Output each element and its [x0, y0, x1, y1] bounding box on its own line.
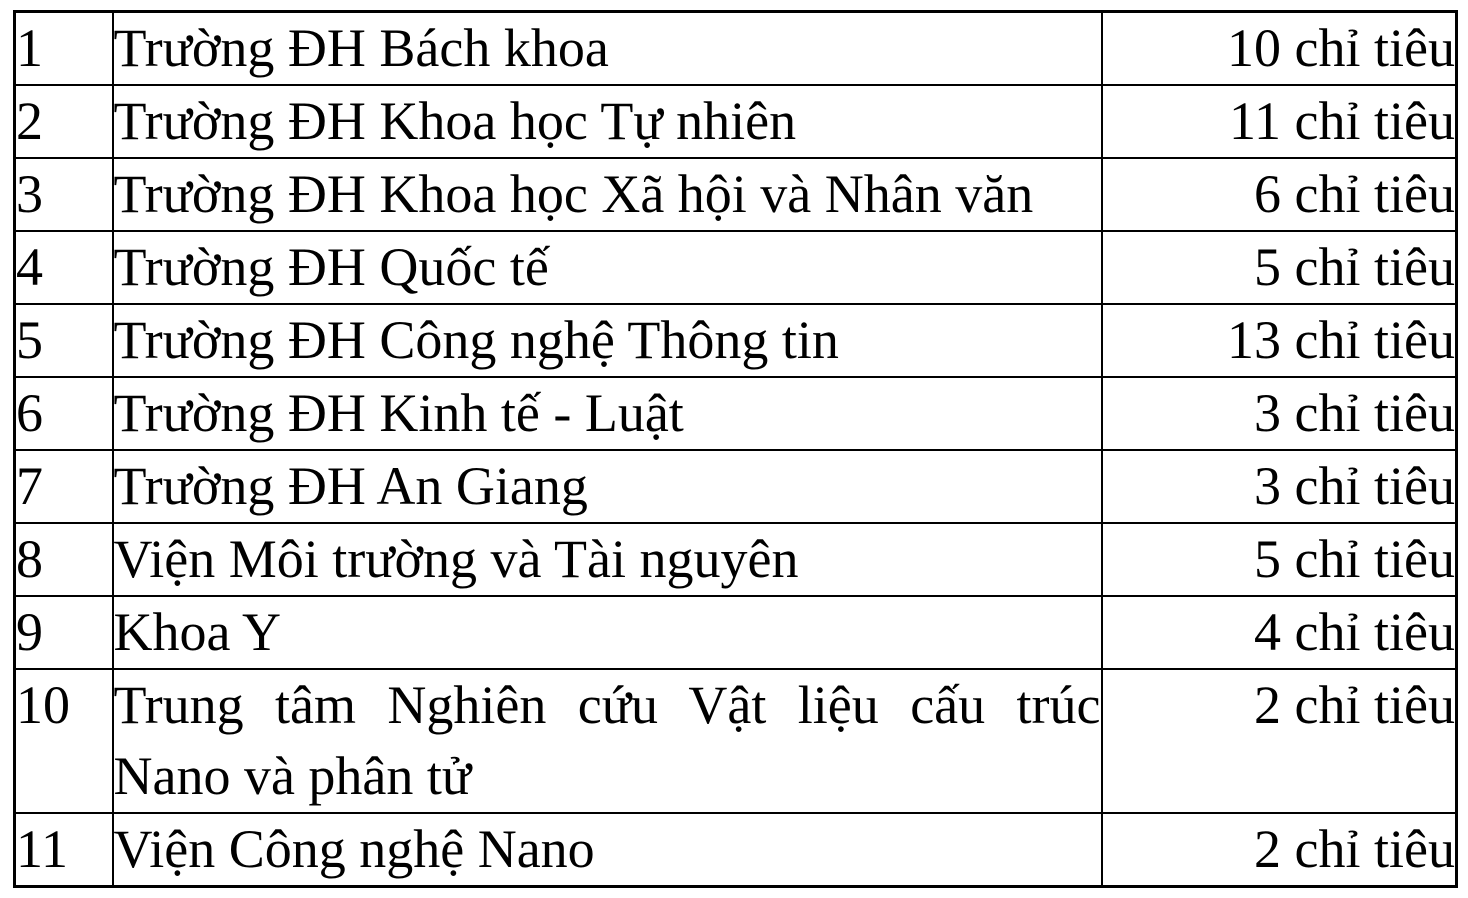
table-row: [15, 12, 1457, 86]
unit-name-cell: Trường ĐH Khoa học Xã hội và Nhân văn: [113, 158, 1102, 231]
unit-name-cell: Trường ĐH Quốc tế: [113, 231, 1102, 304]
quota-cell: 2 chỉ tiêu: [1102, 669, 1457, 813]
quota-cell: 5 chỉ tiêu: [1102, 523, 1457, 596]
table-row: [15, 596, 1457, 669]
quota-cell: 6 chỉ tiêu: [1102, 158, 1457, 231]
row-number-cell: 8: [15, 523, 113, 596]
unit-name-cell: Viện Môi trường và Tài nguyên: [113, 523, 1102, 596]
quota-cell: 2 chỉ tiêu: [1102, 813, 1457, 887]
unit-name-cell: Trường ĐH Công nghệ Thông tin: [113, 304, 1102, 377]
unit-name-cell: Trường ĐH An Giang: [113, 450, 1102, 523]
quota-cell: 13 chỉ tiêu: [1102, 304, 1457, 377]
quota-cell: 3 chỉ tiêu: [1102, 377, 1457, 450]
row-number-cell: 6: [15, 377, 113, 450]
row-number-cell: 7: [15, 450, 113, 523]
quota-cell: 5 chỉ tiêu: [1102, 231, 1457, 304]
quota-cell: 3 chỉ tiêu: [1102, 450, 1457, 523]
table-row: [15, 304, 1457, 377]
quota-cell: 4 chỉ tiêu: [1102, 596, 1457, 669]
row-number-cell: 3: [15, 158, 113, 231]
table-row: [15, 85, 1457, 158]
row-number-cell: 9: [15, 596, 113, 669]
quota-table: [13, 10, 1458, 888]
row-number-cell: 2: [15, 85, 113, 158]
unit-name-cell: Trường ĐH Bách khoa: [113, 12, 1102, 86]
table-row: [15, 377, 1457, 450]
row-number-cell: 1: [15, 12, 113, 86]
quota-cell: 10 chỉ tiêu: [1102, 12, 1457, 86]
table-row: [15, 231, 1457, 304]
table-row: [15, 158, 1457, 231]
unit-name-cell: Trung tâm Nghiên cứu Vật liệu cấu trúc Nano và phân tử: [113, 669, 1102, 813]
unit-name-cell: Viện Công nghệ Nano: [113, 813, 1102, 887]
row-number-cell: 4: [15, 231, 113, 304]
unit-name-cell: Khoa Y: [113, 596, 1102, 669]
unit-name-cell: Trường ĐH Khoa học Tự nhiên: [113, 85, 1102, 158]
row-number-cell: 5: [15, 304, 113, 377]
table-row: [15, 669, 1457, 813]
table-row: [15, 523, 1457, 596]
quota-cell: 11 chỉ tiêu: [1102, 85, 1457, 158]
row-number-cell: 10: [15, 669, 113, 813]
row-number-cell: 11: [15, 813, 113, 887]
unit-name-cell: Trường ĐH Kinh tế - Luật: [113, 377, 1102, 450]
table-row: [15, 450, 1457, 523]
table-row: [15, 813, 1457, 887]
